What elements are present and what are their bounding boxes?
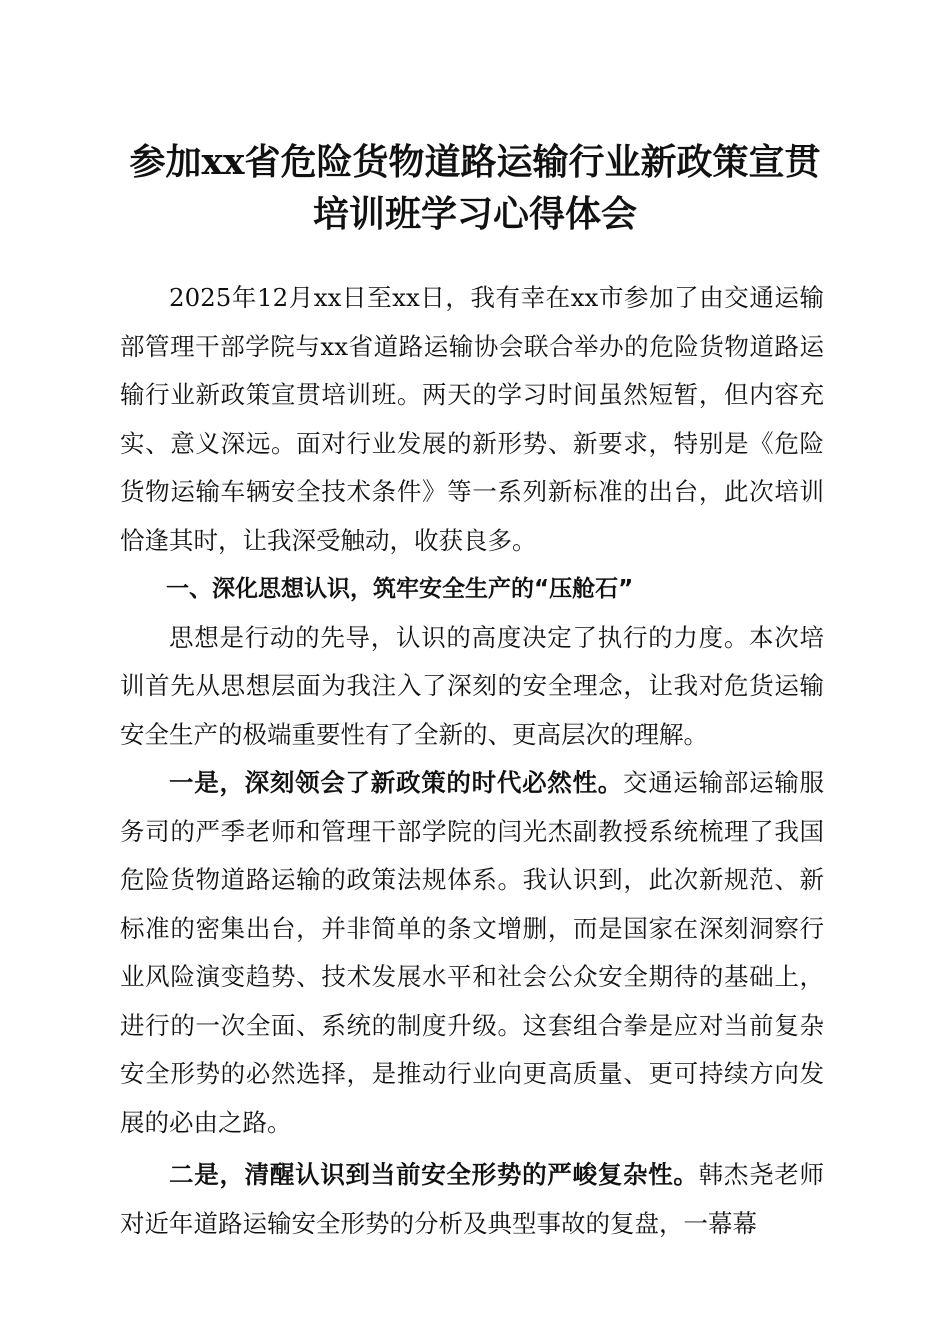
paragraph-4-lead: 二是，清醒认识到当前安全形势的严峻复杂性。 <box>169 1160 699 1189</box>
paragraph-4-text: 韩杰尧老师对近年道路运输安全形势的分析及典型事故的复盘，一幕幕 <box>120 1160 825 1238</box>
paragraph-3-text: 交通运输部运输服务司的严季老师和管理干部学院的闫光杰副教授系统梳理了我国危险货物道路运输的政策法规体系。我认识到，此次新规范、新标准的密集出台，并非简单的条文增删，而是国家在深刻洞察行业风险演变趋势、技术发展水平和社会公众安全期待的基础上，进行的一次全面、系统的制度升级。这套组合拳是应对当前复杂安全形势的必然选择，是推动行业向更高质量、更可持续方向发展的必由之路。 <box>120 768 825 1137</box>
paragraph-4 <box>120 1151 824 1248</box>
section-heading-1: 一、深化思想认识，筑牢安全生产的“压舱石” <box>166 576 634 602</box>
document-body <box>120 274 824 1248</box>
paragraph-3 <box>120 759 824 1147</box>
document-title <box>110 136 840 240</box>
title-line-1: 参加xx省危险货物道路运输行业新政策宣贯 <box>129 141 821 183</box>
paragraph-3-lead: 一是，深刻领会了新政策的时代必然性。 <box>169 768 623 797</box>
intro-paragraph: 2025年12月xx日至xx日，我有幸在xx市参加了由交通运输部管理干部学院与xx省道路运输协会联合举办的危险货物道路运输行业新政策宣贯培训班。两天的学习时间虽然短暂，但内容充实、意义深远。面对行业发展的新形势、新要求，特别是《危险货物运输车辆安全技术条件》等一系列新标准的出台，此次培训恰逢其时，让我深受触动，收获良多。 <box>120 283 824 555</box>
title-line-2: 培训班学习心得体会 <box>312 193 637 235</box>
paragraph-2: 思想是行动的先导，认识的高度决定了执行的力度。本次培训首先从思想层面为我注入了深刻的安全理念，让我对危货运输安全生产的极端重要性有了全新的、更高层次的理解。 <box>120 622 824 749</box>
